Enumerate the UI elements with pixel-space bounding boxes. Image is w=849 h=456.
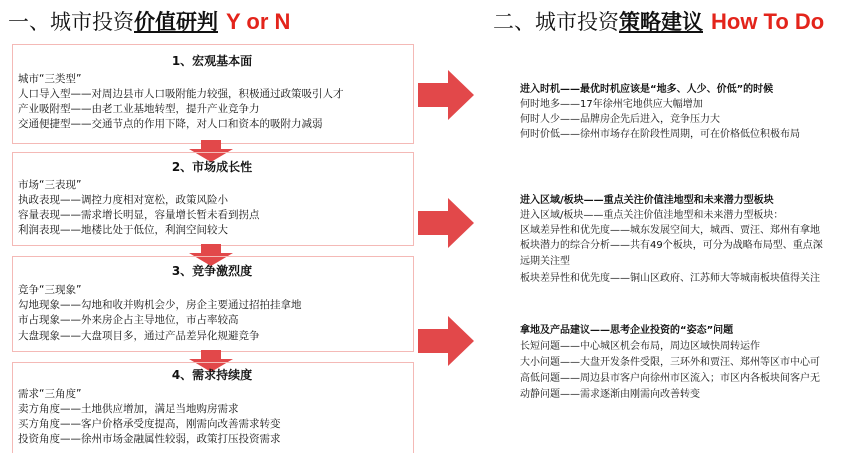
right-title-prefix: 二、城市投资	[493, 10, 619, 34]
section-line: 竞争“三现象”	[18, 284, 82, 296]
section-heading-growth: 2、市场成长性	[171, 160, 253, 174]
left-title-prefix: 一、城市投资	[8, 10, 134, 34]
strategy-line: 板块差异性和优先度——铜山区政府、江苏师大等城南板块值得关注	[520, 273, 820, 284]
section-line: 投资角度——徐州市场金融属性较弱，政策打压投资需求	[18, 433, 281, 445]
section-line: 容量表现——需求增长明显，容量增长暂未看到拐点	[18, 209, 260, 221]
right-arrow-icon	[418, 198, 474, 248]
section-heading-demand: 4、需求持续度	[171, 368, 253, 382]
section-line: 执政表现——调控力度相对宽松，政策风险小	[18, 194, 228, 206]
value-analysis-panel	[12, 44, 412, 454]
strategy-line: 远期关注型	[520, 256, 570, 267]
strategy-line: 板块潜力的综合分析——共有49个板块，可分为战略布局型、重点深	[520, 240, 823, 251]
section-line: 市场“三表现”	[18, 179, 82, 191]
left-title-english: Y or N	[226, 9, 291, 34]
strategy-line: 区域差异性和优先度——城东发展空间大，城西、贾汪、郑州有拿地	[520, 225, 820, 236]
right-title-emphasis: 策略建议	[619, 10, 703, 34]
strategy-panel	[520, 0, 849, 456]
strategy-line: 何时地多——17年徐州宅地供应大幅增加	[520, 99, 703, 110]
strategy-line: 何时人少——品牌房企先后进入，竞争压力大	[520, 114, 720, 125]
strategy-line: 何时价低——徐州市场存在阶段性周期，可在价格低位积极布局	[520, 129, 800, 140]
left-title	[8, 6, 290, 36]
section-line: 利润表现——地楼比处于低位，利润空间较大	[18, 224, 228, 236]
section-line: 人口导入型——对周边县市人口吸附能力较强，积极通过政策吸引人才	[18, 88, 344, 100]
strategy-heading-land: 拿地及产品建议——思考企业投资的“姿态”问题	[520, 325, 734, 336]
right-arrow-icon	[418, 316, 474, 366]
strategy-line: 动静问题——需求逐渐由刚需向改善转变	[520, 389, 700, 400]
section-line: 买方角度——客户价格承受度提高，刚需向改善需求转变	[18, 418, 281, 430]
section-line: 市占现象——外来房企占主导地位，市占率较高	[18, 314, 239, 326]
section-line: 交通便捷型——交通节点的作用下降，对人口和资本的吸附力减弱	[18, 118, 323, 130]
strategy-heading-region: 进入区域/板块——重点关注价值洼地型和未来潜力型板块	[520, 195, 774, 206]
section-heading-macro: 1、宏观基本面	[171, 54, 253, 68]
strategy-line: 长短问题——中心城区机会布局，周边区域快周转运作	[520, 341, 760, 352]
section-line: 产业吸附型——由老工业基地转型，提升产业竞争力	[18, 103, 260, 115]
section-line: 城市“三类型”	[18, 73, 82, 85]
section-line: 大盘现象——大盘项目多，通过产品差异化规避竞争	[18, 330, 260, 342]
right-arrow-icon	[418, 70, 474, 120]
left-title-emphasis: 价值研判	[134, 10, 218, 34]
strategy-line: 高低问题——周边县市客户向徐州市区流入；市区内各板块间客户无	[520, 373, 820, 384]
strategy-line: 进入区域/板块——重点关注价值洼地型和未来潜力型板块：	[520, 210, 784, 221]
strategy-heading-timing: 进入时机——最优时机应该是“地多、人少、价低”的时候	[520, 84, 774, 95]
section-heading-competition: 3、竞争激烈度	[171, 264, 253, 278]
right-title-english: How To Do	[711, 9, 825, 34]
section-line: 需求“三角度”	[18, 388, 82, 400]
strategy-line: 大小问题——大盘开发条件受限，三环外和贾汪、郑州等区市中心可	[520, 357, 820, 368]
section-line: 勾地现象——勾地和收并购机会少，房企主要通过招拍挂拿地	[18, 299, 302, 311]
section-line: 卖方角度——土地供应增加，满足当地购房需求	[18, 403, 239, 415]
